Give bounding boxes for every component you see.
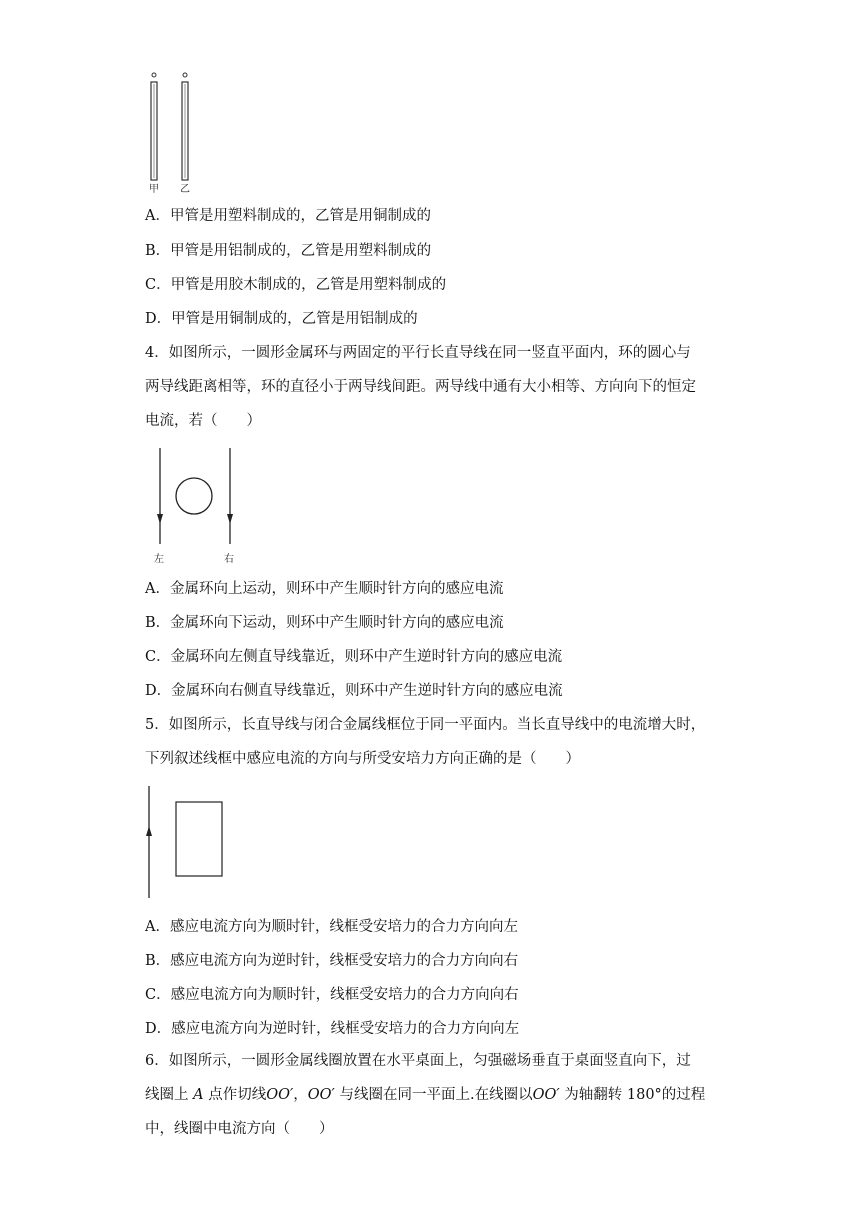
q6-text-c: ， — [293, 1087, 308, 1103]
tube-label-yi: 乙 — [180, 184, 190, 195]
q6-text-a: 线圈上 — [145, 1087, 194, 1103]
point-a-variable: A — [193, 1087, 204, 1103]
q5-stem-line-2: 下列叙述线框中感应电流的方向与所受安培力方向正确的是（ ） — [145, 751, 580, 767]
q6-stem-line-2 — [145, 1084, 705, 1106]
q3-option-a: A．甲管是用塑料制成的，乙管是用铜制成的 — [145, 208, 431, 224]
q3-option-d: D．甲管是用铜制成的，乙管是用铝制成的 — [145, 311, 418, 327]
axis-oo-variable-3: OO′ — [532, 1087, 560, 1103]
q4-stem-line-1: 4．如图所示，一圆形金属环与两固定的平行长直导线在同一竖直平面内，环的圆心与 — [145, 345, 691, 361]
q4-option-b: B．金属环向下运动，则环中产生顺时针方向的感应电流 — [145, 615, 504, 631]
q4-option-c: C．金属环向左侧直导线靠近，则环中产生逆时针方向的感应电流 — [145, 649, 563, 665]
q6-text-e: 为轴翻转 180°的过程 — [559, 1087, 706, 1103]
q5-option-a: A．感应电流方向为顺时针，线框受安培力的合力方向向左 — [145, 919, 518, 935]
q6-stem-line-1: 6．如图所示，一圆形金属线圈放置在水平桌面上，匀强磁场垂直于桌面竖直向下，过 — [145, 1053, 691, 1069]
axis-oo-variable: OO′ — [266, 1087, 294, 1103]
q5-option-c: C．感应电流方向为顺时针，线框受安培力的合力方向向右 — [145, 987, 519, 1003]
ring-wires-figure — [148, 444, 248, 568]
q4-stem-line-3: 电流，若（ ） — [145, 413, 261, 429]
wire-label-left: 左 — [154, 554, 164, 565]
q5-option-b: B．感应电流方向为逆时针，线框受安培力的合力方向向右 — [145, 953, 519, 969]
q3-option-b: B．甲管是用铝制成的，乙管是用塑料制成的 — [145, 243, 432, 259]
q4-option-d: D．金属环向右侧直导线靠近，则环中产生逆时针方向的感应电流 — [145, 683, 563, 699]
q6-text-d: 与线圈在同一平面上.在线圈以 — [334, 1087, 533, 1103]
axis-oo-variable-2: OO′ — [307, 1087, 335, 1103]
wire-frame-figure — [140, 784, 240, 902]
wire-label-right: 右 — [224, 554, 234, 565]
metal-ring — [176, 478, 212, 514]
q4-option-a: A．金属环向上运动，则环中产生顺时针方向的感应电流 — [145, 581, 504, 597]
q4-stem-line-2: 两导线距离相等，环的直径小于两导线间距。两导线中通有大小相等、方向向下的恒定 — [145, 379, 696, 395]
tubes-figure — [140, 68, 210, 196]
q6-text-b: 点作切线 — [203, 1087, 267, 1103]
q6-stem-line-3: 中，线圈中电流方向（ ） — [145, 1121, 334, 1137]
q5-stem-line-1: 5．如图所示，长直导线与闭合金属线框位于同一平面内。当长直导线中的电流增大时， — [145, 717, 706, 733]
current-arrow — [146, 826, 152, 836]
tube-label-jia: 甲 — [149, 184, 159, 195]
q3-option-c: C．甲管是用胶木制成的，乙管是用塑料制成的 — [145, 277, 447, 293]
metal-frame — [176, 802, 222, 876]
q5-option-d: D．感应电流方向为逆时针，线框受安培力的合力方向向左 — [145, 1021, 520, 1037]
